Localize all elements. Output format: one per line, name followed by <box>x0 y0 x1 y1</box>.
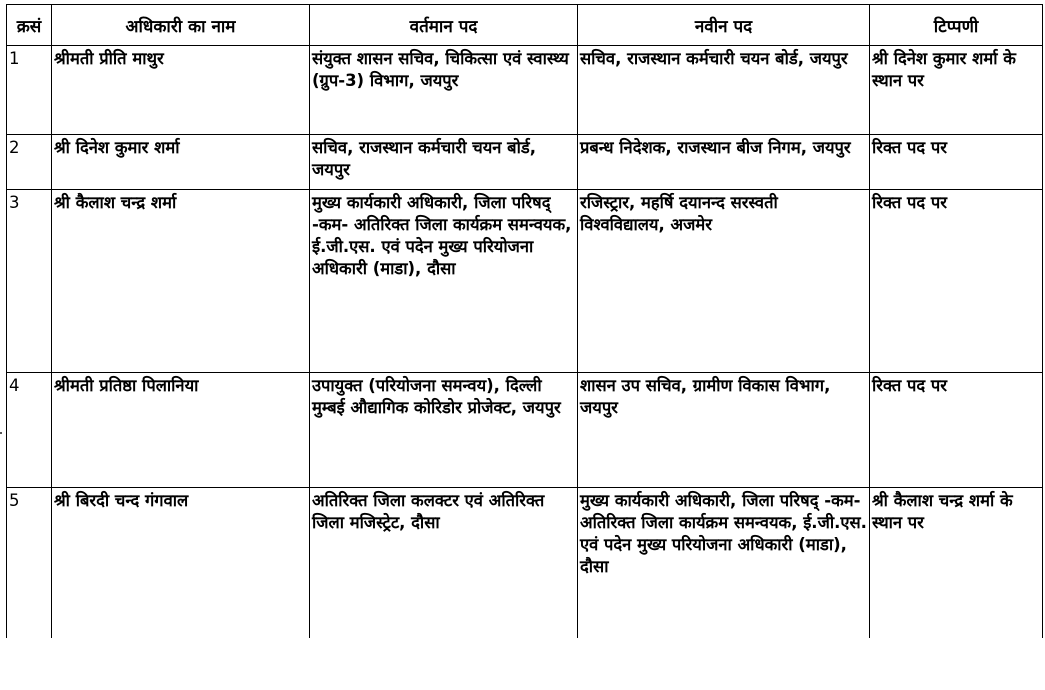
cell-current-post <box>310 46 578 135</box>
cell-new-post <box>578 488 870 639</box>
header-serial-number: क्रसं <box>7 5 52 46</box>
cell-current-post <box>310 488 578 639</box>
officer-name-text: श्री दिनेश कुमार शर्मा <box>54 138 180 157</box>
cell-serial-number: 2 <box>7 135 52 190</box>
remark-text: श्री कैलाश चन्द्र शर्मा के स्थान पर <box>872 491 1013 532</box>
remark-text: रिक्त पद पर <box>872 193 948 212</box>
cell-serial-number: 5 <box>7 488 52 639</box>
table-row <box>7 488 1043 639</box>
new-post-text: रजिस्ट्रार, महर्षि दयानन्द सरस्वती विश्वविद्यालय, अजमेर <box>580 193 778 234</box>
cell-serial-number: 4 <box>7 373 52 488</box>
table-row <box>7 373 1043 488</box>
current-post-text: अतिरिक्त जिला कलक्टर एवं अतिरिक्त जिला मजिस्ट्रेट, दौसा <box>312 491 545 532</box>
cell-current-post <box>310 135 578 190</box>
cell-serial-number: 1 <box>7 46 52 135</box>
remark-text: श्री दिनेश कुमार शर्मा के स्थान पर <box>872 49 1016 90</box>
cell-remark <box>870 46 1043 135</box>
new-post-text: मुख्य कार्यकारी अधिकारी, जिला परिषद् -कम- अतिरिक्त जिला कार्यक्रम समन्वयक, ई.जी.एस. एवं पदेन मुख्य परियोजना अधिकारी (माडा), दौसा <box>580 491 867 576</box>
cell-officer-name <box>52 373 310 488</box>
table-header-row <box>7 5 1043 46</box>
officer-name-text: श्रीमती प्रीति माथुर <box>54 49 164 68</box>
cell-officer-name <box>52 190 310 373</box>
cell-officer-name <box>52 46 310 135</box>
cell-officer-name <box>52 488 310 639</box>
scan-speck <box>0 432 2 434</box>
current-post-text: उपायुक्त (परियोजना समन्वय), दिल्ली मुम्बई औद्यागिक कोरिडोर प्रोजेक्ट, जयपुर <box>312 376 561 417</box>
cell-current-post <box>310 190 578 373</box>
cell-new-post <box>578 190 870 373</box>
remark-text: रिक्त पद पर <box>872 138 948 157</box>
cell-new-post <box>578 46 870 135</box>
cell-remark <box>870 135 1043 190</box>
new-post-text: शासन उप सचिव, ग्रामीण विकास विभाग, जयपुर <box>580 376 831 417</box>
current-post-text: सचिव, राजस्थान कर्मचारी चयन बोर्ड, जयपुर <box>312 138 536 179</box>
current-post-text: संयुक्त शासन सचिव, चिकित्सा एवं स्वास्थ्य (ग्रुप-3) विभाग, जयपुर <box>312 49 569 90</box>
header-remark: टिप्पणी <box>870 5 1043 46</box>
cell-remark <box>870 373 1043 488</box>
cell-new-post <box>578 373 870 488</box>
officer-name-text: श्री कैलाश चन्द्र शर्मा <box>54 193 177 212</box>
new-post-text: प्रबन्ध निदेशक, राजस्थान बीज निगम, जयपुर <box>580 138 851 157</box>
cell-officer-name <box>52 135 310 190</box>
officer-name-text: श्रीमती प्रतिष्ठा पिलानिया <box>54 376 199 395</box>
cell-remark <box>870 190 1043 373</box>
header-new-post: नवीन पद <box>578 5 870 46</box>
new-post-text: सचिव, राजस्थान कर्मचारी चयन बोर्ड, जयपुर <box>580 49 848 68</box>
cell-remark <box>870 488 1043 639</box>
table-row <box>7 135 1043 190</box>
officer-name-text: श्री बिरदी चन्द गंगवाल <box>54 491 189 510</box>
table-row <box>7 190 1043 373</box>
transfer-order-table <box>6 4 1043 638</box>
cell-new-post <box>578 135 870 190</box>
transfer-order-table-container <box>6 4 1043 638</box>
remark-text: रिक्त पद पर <box>872 376 948 395</box>
cell-serial-number: 3 <box>7 190 52 373</box>
header-officer-name: अधिकारी का नाम <box>52 5 310 46</box>
table-row <box>7 46 1043 135</box>
header-current-post: वर्तमान पद <box>310 5 578 46</box>
current-post-text: मुख्य कार्यकारी अधिकारी, जिला परिषद् -कम- अतिरिक्त जिला कार्यक्रम समन्वयक, ई.जी.एस. एवं पदेन मुख्य परियोजना अधिकारी (माडा), दौसा <box>312 193 572 278</box>
cell-current-post <box>310 373 578 488</box>
